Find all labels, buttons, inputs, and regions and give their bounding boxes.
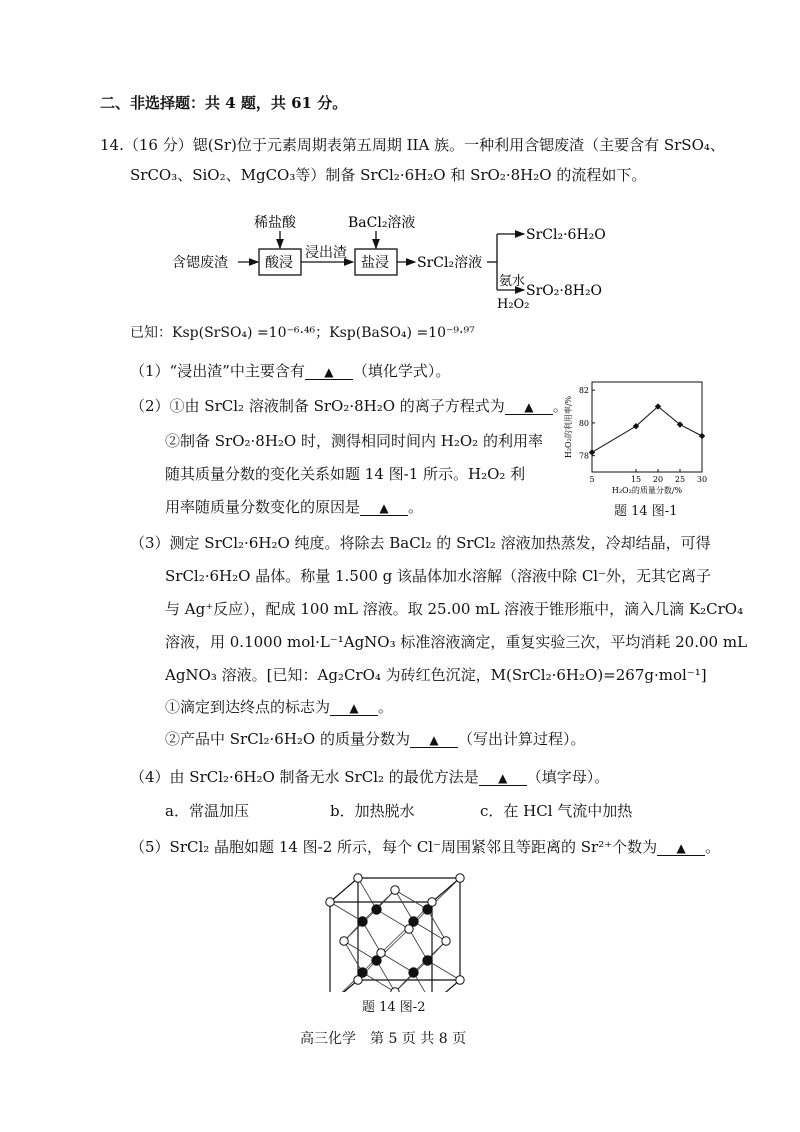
series-line (592, 407, 702, 453)
part-2-2-line1: ②制备 SrO₂·8H₂O 时，测得相同时间内 H₂O₂ 的利用率 (165, 432, 543, 450)
part-2-2-end: 。 (408, 498, 424, 516)
part-1-text: （1）“浸出渣”中主要含有 (130, 362, 305, 380)
part-3-1 (165, 696, 393, 717)
open-atom-2 (326, 898, 334, 906)
bond-26 (395, 890, 414, 922)
part-3-line2: SrCl₂·6H₂O 晶体。称量 1.500 g 该晶体加水溶解（溶液中除 Cl⁻外，无其它离子 (165, 567, 712, 585)
bond-27 (414, 922, 447, 942)
answer-blank-1[interactable]: ▲ (305, 365, 353, 380)
x-tick-label-3: 25 (674, 475, 686, 484)
bond-7 (344, 941, 377, 961)
open-atom-7 (456, 874, 464, 882)
option-c: c．在 HCl 气流中加热 (480, 802, 633, 820)
option-a: a．常温加压 (165, 802, 249, 820)
part-2-2-line3 (165, 496, 423, 517)
bond-6 (377, 961, 396, 993)
bond-9 (363, 922, 382, 954)
data-point-0 (589, 449, 595, 455)
x-tick-label-0: 5 (589, 475, 595, 484)
option-b: b．加热脱水 (330, 802, 415, 820)
answer-blank-3-1[interactable]: ▲ (330, 701, 378, 716)
part-3-line5: AgNO₃ 溶液。[已知：Ag₂CrO₄ 为砖红色沉淀，M(SrCl₂·6H₂O)=267g·mol⁻¹] (165, 666, 707, 684)
flow-reagent3: 氨水 (499, 274, 526, 289)
x-axis-label: H₂O₂的质量分数/% (611, 486, 683, 495)
bond-30 (395, 890, 428, 910)
part-4 (130, 766, 609, 787)
open-atom-3 (354, 874, 362, 882)
filled-atom-5 (422, 955, 432, 965)
bond-2 (363, 973, 396, 993)
part-3-2 (165, 728, 586, 749)
bond-17 (381, 953, 414, 973)
flow-reagent1: 稀盐酸 (254, 215, 296, 231)
part-2-2-text: 用率随质量分数变化的原因是 (165, 498, 361, 516)
y-axis-label: H₂O₂的利用率/% (564, 395, 573, 459)
flow-step2: 盐浸 (361, 255, 389, 271)
bond-12 (358, 878, 377, 910)
part-5-end: 。 (705, 838, 721, 856)
part-4-text: （4）由 SrCl₂·6H₂O 制备无水 SrCl₂ 的最优方法是 (130, 768, 479, 786)
section-heading: 二、非选择题：共 4 题，共 61 分。 (100, 94, 348, 112)
flow-reagent2: BaCl₂溶液 (348, 215, 416, 231)
answer-blank-4[interactable]: ▲ (479, 771, 527, 786)
filled-atom-0 (357, 967, 367, 977)
part-3-2-text: ②产品中 SrCl₂·6H₂O 的质量分数为 (165, 730, 410, 748)
part-3-1-end: 。 (378, 698, 394, 716)
filled-atom-3 (371, 904, 381, 914)
known-constants: 已知：Ksp(SrSO₄) =10⁻⁶·⁴⁶；Ksp(BaSO₄) =10⁻⁹·⁹⁷ (130, 325, 475, 341)
data-point-4 (699, 433, 705, 439)
filled-atom-6 (408, 916, 418, 926)
figure-14-2-crystal-cell (318, 872, 488, 992)
part-3-1-text: ①滴定到达终点的标志为 (165, 698, 331, 716)
bond-31 (428, 910, 447, 942)
y-tick-label-2: 82 (578, 386, 589, 396)
flow-product-top: SrCl₂·6H₂O (526, 227, 606, 243)
open-atom-10 (391, 988, 399, 992)
cell-edge-5 (330, 878, 358, 902)
answer-blank-3-2[interactable]: ▲ (410, 733, 458, 748)
bond-13 (377, 910, 410, 930)
part-2-1-text: （2）①由 SrCl₂ 溶液制备 SrO₂·8H₂O 的离子方程式为 (130, 397, 505, 415)
open-atom-11 (391, 886, 399, 894)
bond-21 (409, 929, 428, 961)
page-footer: 高三化学 第 5 页 共 8 页 (300, 1031, 467, 1047)
flow-start: 含锶废渣 (172, 255, 228, 271)
filled-atom-7 (422, 904, 432, 914)
filled-atom-1 (371, 955, 381, 965)
filled-atom-2 (357, 916, 367, 926)
open-atom-13 (442, 937, 450, 945)
answer-blank-5[interactable]: ▲ (657, 841, 705, 856)
part-3-line4: 溶液，用 0.1000 mol·L⁻¹AgNO₃ 标准溶液滴定，重复实验三次，平均消耗 20.00 mL (165, 633, 748, 651)
part-1-end: （填化学式）。 (352, 362, 451, 380)
part-1 (130, 360, 450, 381)
answer-blank-2-1[interactable]: ▲ (505, 400, 553, 415)
y-tick-label-0: 78 (578, 451, 589, 461)
figure-14-1-chart (562, 372, 712, 502)
flow-reagent4: H₂O₂ (497, 297, 530, 312)
flow-product-bottom: SrO₂·8H₂O (526, 283, 603, 299)
bond-3 (344, 941, 363, 973)
answer-blank-2-2[interactable]: ▲ (360, 501, 408, 516)
part-2-1-end: 。 (552, 397, 568, 415)
flowchart (170, 205, 620, 315)
figure-14-2-caption: 题 14 图-2 (362, 1000, 426, 1015)
filled-atom-4 (408, 967, 418, 977)
part-3-2-end: （写出计算过程）。 (457, 730, 586, 748)
question-intro-line1: 14.（16 分）锶(Sr)位于元素周期表第五周期 IIA 族。一种利用含锶废渣（主要含有 SrSO₄、 (100, 136, 725, 154)
part-3-line3: 与 Ag⁺反应），配成 100 mL 溶液。取 25.00 mL 溶液于锥形瓶中，滴入几滴 K₂CrO₄ (165, 600, 744, 618)
part-4-end: （填字母）。 (526, 768, 610, 786)
flow-step1: 酸浸 (265, 255, 293, 271)
flow-product-solution: SrCl₂溶液 (417, 255, 483, 271)
y-tick-label-1: 80 (578, 418, 589, 428)
part-2-1 (130, 395, 568, 416)
x-tick-label-4: 30 (696, 475, 708, 484)
part-3-line1: （3）测定 SrCl₂·6H₂O 纯度。将除去 BaCl₂ 的 SrCl₂ 溶液加热蒸发，冷却结晶，可得 (130, 534, 711, 552)
part-5-text: （5）SrCl₂ 晶胞如题 14 图-2 所示，每个 Cl⁻周围紧邻且等距离的 Sr²⁺个数为 (130, 838, 658, 856)
x-tick-label-2: 20 (652, 475, 664, 484)
open-atom-12 (340, 937, 348, 945)
flow-intermediate1: 浸出渣 (305, 245, 347, 261)
question-intro-line2: SrCO₃、SiO₂、MgCO₃等）制备 SrCl₂·6H₂O 和 SrO₂·8H₂O 的流程如下。 (130, 166, 647, 184)
part-5 (130, 836, 720, 857)
x-tick-label-1: 15 (630, 475, 642, 484)
open-atom-5 (456, 976, 464, 984)
part-2-2-line2: 随其质量分数的变化关系如题 14 图-1 所示。H₂O₂ 利 (165, 465, 526, 483)
figure-14-1-caption: 题 14 图-1 (614, 504, 678, 519)
